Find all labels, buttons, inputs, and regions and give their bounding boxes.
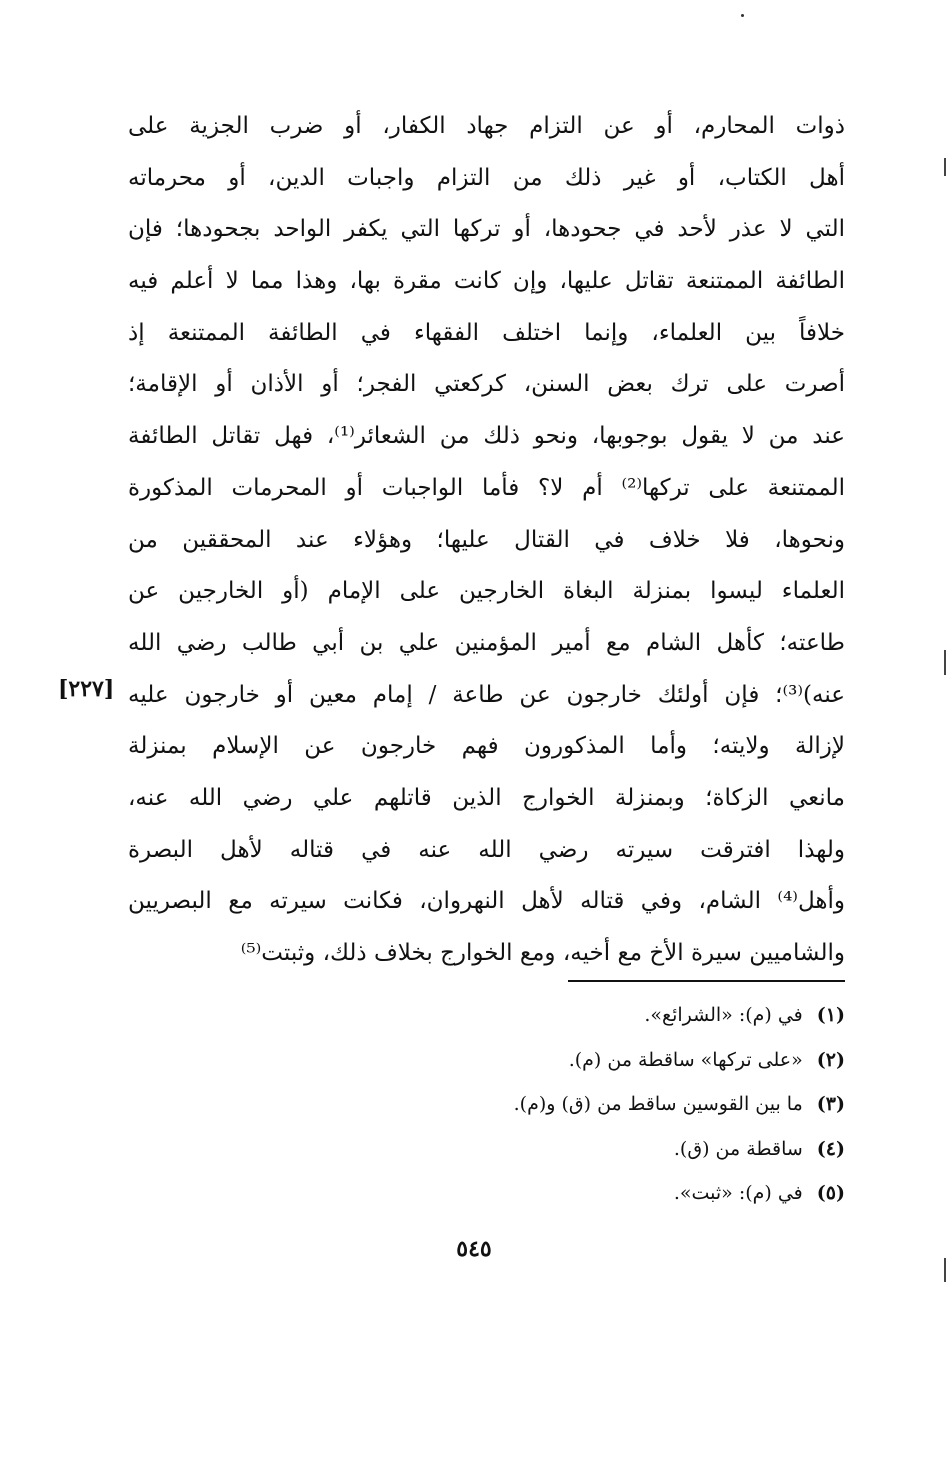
text-line: ونحوها، فلا خلاف في القتال عليها؛ وهؤلاء عند المحققين من <box>128 526 845 553</box>
text-line: والشاميين سيرة الأخ مع أخيه، ومع الخوارج بخلاف ذلك، وثبتت⁽⁵⁾ <box>240 940 845 966</box>
footnote-text: ما بين القوسين ساقط من (ق) و(م). <box>513 1093 803 1115</box>
footnote-text: «على تركها» ساقطة من (م). <box>568 1048 803 1071</box>
footnote-number: (١) <box>816 1004 845 1026</box>
footnote-number: (٤) <box>816 1137 845 1160</box>
footnotes <box>345 993 845 1216</box>
text-line: عند من لا يقول بوجوبها، ونحو ذلك من الشعائر⁽¹⁾، فهل تقاتل الطائفة <box>128 423 845 450</box>
text-line: الممتنعة على تركها⁽²⁾ أم لا؟ فأما الواجبات أو المحرمات المذكورة <box>128 474 845 501</box>
text-line: لإزالة ولايته؛ وأما المذكورون فهم خارجون عن الإسلام بمنزلة <box>128 733 845 760</box>
text-line: خلافاً بين العلماء، وإنما اختلف الفقهاء في الطائفة الممتنعة إذ <box>128 319 845 346</box>
text-line: مانعي الزكاة؛ وبمنزلة الخوارج الذين قاتلهم علي رضي الله عنه، <box>128 784 845 811</box>
text-line: أهل الكتاب، أو غير ذلك من التزام واجبات الدين، أو محرماته <box>128 164 845 191</box>
footnote-text: في (م): «ثبت». <box>673 1182 803 1204</box>
text-line: ذوات المحارم، أو عن التزام جهاد الكفار، أو ضرب الجزية على <box>128 113 845 139</box>
footnote <box>345 1171 845 1216</box>
scan-speck <box>741 14 744 17</box>
footnote-number: (٢) <box>816 1048 845 1071</box>
footnote-separator <box>568 980 845 982</box>
footnote <box>345 993 845 1038</box>
footnote-number: (٣) <box>816 1093 845 1115</box>
page-edge-mark <box>944 650 946 675</box>
main-text <box>128 101 845 980</box>
text-line: أصرت على ترك بعض السنن، كركعتي الفجر؛ أو الأذان أو الإقامة؛ <box>128 371 845 398</box>
page-number: ٥٤٥ <box>456 1236 492 1262</box>
footnote-number: (٥) <box>816 1182 845 1204</box>
text-line: التي لا عذر لأحد في جحودها، أو تركها التي يكفر الواحد بجحودها؛ فإن <box>128 216 845 243</box>
text-line: الطائفة الممتنعة تقاتل عليها، وإن كانت مقرة بها، وهذا مما لا أعلم فيه <box>128 268 845 295</box>
text-line: ولهذا افترقت سيرته رضي الله عنه في قتاله لأهل البصرة <box>128 836 845 863</box>
footnote-text: في (م): «الشرائع». <box>644 1004 803 1026</box>
footnote-text: ساقطة من (ق). <box>673 1137 803 1160</box>
text-line: وأهل⁽⁴⁾ الشام، وفي قتاله لأهل النهروان، فكانت سيرته مع البصريين <box>128 888 845 915</box>
text-line: طاعته؛ كأهل الشام مع أمير المؤمنين علي بن أبي طالب رضي الله <box>128 629 845 656</box>
footnote <box>345 1038 845 1083</box>
footnote <box>345 1082 845 1127</box>
manuscript-folio-marker: [٢٢٧] <box>58 676 115 702</box>
text-line: العلماء ليسوا بمنزلة البغاة الخارجين على الإمام (أو الخارجين عن <box>128 578 845 605</box>
text-line: عنه)⁽³⁾؛ فإن أولئك خارجون عن طاعة / إمام معين أو خارجون عليه <box>128 681 845 708</box>
footnote <box>345 1127 845 1172</box>
page-edge-mark <box>944 158 946 176</box>
